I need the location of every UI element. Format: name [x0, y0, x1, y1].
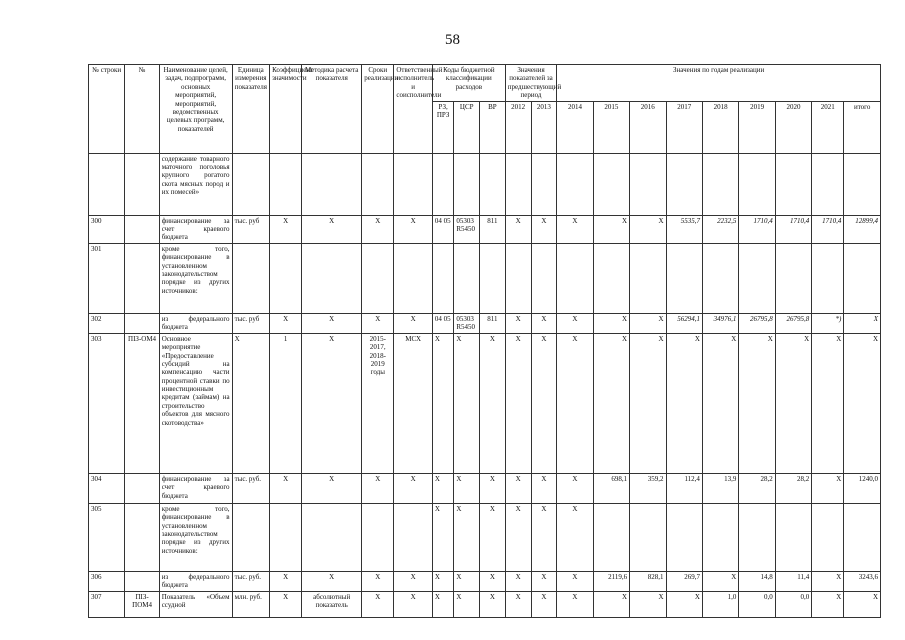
cell-y2019 [739, 243, 775, 313]
cell-y2012: X [505, 215, 531, 243]
cell-resp: X [394, 571, 433, 591]
cell-y2017: X [666, 333, 702, 473]
cell-y2013 [531, 153, 557, 215]
cell-total: X [844, 591, 881, 617]
cell-unit [232, 153, 270, 215]
cell-y2017: 5535,7 [666, 215, 702, 243]
cell-y2017: 112,4 [666, 473, 702, 503]
cell-y2015: 698,1 [593, 473, 629, 503]
cell-code [125, 473, 159, 503]
cell-csr: 05303 R5450 [454, 313, 480, 333]
cell-y2013: X [531, 503, 557, 571]
cell-csr [454, 243, 480, 313]
cell-y2017: 56294,1 [666, 313, 702, 333]
cell-y2019: 28,2 [739, 473, 775, 503]
cell-y2014 [557, 243, 593, 313]
cell-resp: X [394, 473, 433, 503]
header-unit: Единица измерения показателя [232, 65, 270, 154]
cell-csr: X [454, 333, 480, 473]
cell-total [844, 153, 881, 215]
cell-y2020: 28,2 [775, 473, 811, 503]
cell-y2016: 828,1 [630, 571, 666, 591]
cell-name: кроме того, финансирование в установленном законодательством порядке из других источников: [159, 503, 232, 571]
cell-y2016: 359,2 [630, 473, 666, 503]
cell-y2012: X [505, 503, 531, 571]
cell-n: 305 [89, 503, 125, 571]
cell-y2017 [666, 503, 702, 571]
cell-y2012 [505, 153, 531, 215]
cell-method: X [302, 571, 362, 591]
cell-total: 1240,0 [844, 473, 881, 503]
cell-code [125, 571, 159, 591]
header-2017: 2017 [666, 101, 702, 153]
header-year-values: Значения по годам реализации [557, 65, 881, 102]
header-no: № [125, 65, 159, 154]
cell-csr: X [454, 571, 480, 591]
cell-method [302, 243, 362, 313]
cell-y2018 [702, 153, 738, 215]
cell-y2020 [775, 243, 811, 313]
cell-coef: X [270, 313, 302, 333]
cell-terms [362, 243, 394, 313]
cell-method: X [302, 313, 362, 333]
header-2012: 2012 [505, 101, 531, 153]
header-prev-values: Значения показателей за предшествующий период [505, 65, 556, 102]
cell-resp: X [394, 591, 433, 617]
cell-unit: тыс. руб. [232, 571, 270, 591]
cell-y2021 [812, 153, 844, 215]
cell-y2019: X [739, 333, 775, 473]
cell-y2014 [557, 153, 593, 215]
cell-y2019: 14,8 [739, 571, 775, 591]
cell-unit: X [232, 333, 270, 473]
header-2018: 2018 [702, 101, 738, 153]
cell-terms: X [362, 591, 394, 617]
cell-y2017: X [666, 591, 702, 617]
cell-terms: X [362, 571, 394, 591]
cell-y2020: 26795,8 [775, 313, 811, 333]
cell-y2018: 13,9 [702, 473, 738, 503]
cell-csr [454, 153, 480, 215]
cell-vr: 811 [480, 215, 506, 243]
cell-n: 303 [89, 333, 125, 473]
cell-y2020: 1710,4 [775, 215, 811, 243]
cell-unit: тыс. руб. [232, 473, 270, 503]
cell-y2020 [775, 503, 811, 571]
cell-y2016: X [630, 313, 666, 333]
cell-y2017: 269,7 [666, 571, 702, 591]
cell-y2018 [702, 503, 738, 571]
header-terms: Сроки реализации [362, 65, 394, 154]
cell-y2018 [702, 243, 738, 313]
cell-y2014: X [557, 333, 593, 473]
cell-y2016: X [630, 215, 666, 243]
cell-y2013: X [531, 571, 557, 591]
cell-method: X [302, 473, 362, 503]
cell-rz: X [432, 591, 453, 617]
cell-y2015: X [593, 313, 629, 333]
cell-rz: X [432, 473, 453, 503]
cell-code: ПІЗ-ПОМ4 [125, 591, 159, 617]
cell-rz: 04 05 [432, 215, 453, 243]
header-2013: 2013 [531, 101, 557, 153]
cell-n: 301 [89, 243, 125, 313]
cell-y2012: X [505, 571, 531, 591]
table-row [89, 153, 881, 215]
cell-coef: X [270, 473, 302, 503]
cell-y2013: X [531, 215, 557, 243]
cell-y2015 [593, 153, 629, 215]
cell-method: абсолютный показатель [302, 591, 362, 617]
cell-coef [270, 503, 302, 571]
cell-name: кроме того, финансирование в установленном законодательством порядке из других источников: [159, 243, 232, 313]
header-method: Методика расчета показателя [302, 65, 362, 154]
cell-terms [362, 503, 394, 571]
cell-resp [394, 503, 433, 571]
cell-total [844, 243, 881, 313]
cell-method [302, 153, 362, 215]
cell-y2016: X [630, 591, 666, 617]
cell-y2019 [739, 153, 775, 215]
cell-total [844, 503, 881, 571]
header-2020: 2020 [775, 101, 811, 153]
cell-y2015: X [593, 215, 629, 243]
cell-y2020: X [775, 333, 811, 473]
cell-terms: X [362, 313, 394, 333]
cell-y2021: X [812, 333, 844, 473]
cell-rz: X [432, 333, 453, 473]
cell-y2012 [505, 243, 531, 313]
cell-unit: тыс. руб [232, 313, 270, 333]
cell-csr: X [454, 473, 480, 503]
cell-y2021: 1710,4 [812, 215, 844, 243]
table-row [89, 473, 881, 503]
cell-name: финансирование за счет краевого бюджета [159, 473, 232, 503]
cell-code [125, 313, 159, 333]
cell-y2014: X [557, 591, 593, 617]
cell-resp [394, 243, 433, 313]
header-2015: 2015 [593, 101, 629, 153]
header-coef: Коэффициент значимости [270, 65, 302, 154]
cell-y2016 [630, 153, 666, 215]
cell-y2014: X [557, 215, 593, 243]
cell-y2019: 1710,4 [739, 215, 775, 243]
cell-y2018: 34976,1 [702, 313, 738, 333]
table-row [89, 503, 881, 571]
cell-n: 306 [89, 571, 125, 591]
cell-coef: 1 [270, 333, 302, 473]
cell-y2013: X [531, 313, 557, 333]
cell-csr: 05303 R5450 [454, 215, 480, 243]
cell-total: X [844, 313, 881, 333]
cell-y2014: X [557, 473, 593, 503]
cell-y2018: 2232,5 [702, 215, 738, 243]
cell-resp: МСХ [394, 333, 433, 473]
cell-n: 307 [89, 591, 125, 617]
cell-y2019 [739, 503, 775, 571]
cell-n: 302 [89, 313, 125, 333]
cell-y2012: X [505, 473, 531, 503]
cell-name: финансирование за счет краевого бюджета [159, 215, 232, 243]
cell-y2021 [812, 503, 844, 571]
cell-unit [232, 243, 270, 313]
cell-resp: X [394, 215, 433, 243]
cell-terms: X [362, 473, 394, 503]
cell-name: Основное мероприятие «Предоставление субсидий на компенсацию части процентной ставки по инвестиционным кредитам (займам) на строительство объектов для мясного скотоводства» [159, 333, 232, 473]
header-2021: 2021 [812, 101, 844, 153]
cell-rz: 04 05 [432, 313, 453, 333]
cell-coef [270, 243, 302, 313]
header-2014: 2014 [557, 101, 593, 153]
cell-vr: X [480, 591, 506, 617]
cell-resp: X [394, 313, 433, 333]
cell-y2018: X [702, 333, 738, 473]
cell-n [89, 153, 125, 215]
cell-vr: 811 [480, 313, 506, 333]
cell-code [125, 153, 159, 215]
cell-y2019: 26795,8 [739, 313, 775, 333]
cell-y2012: X [505, 313, 531, 333]
cell-csr: X [454, 503, 480, 571]
cell-vr: X [480, 503, 506, 571]
cell-y2015: X [593, 591, 629, 617]
cell-y2017 [666, 153, 702, 215]
cell-y2018: 1,0 [702, 591, 738, 617]
cell-rz [432, 153, 453, 215]
cell-name: содержание товарного маточного поголовья крупного рогатого скота мясных пород и их помесей» [159, 153, 232, 215]
cell-y2015 [593, 503, 629, 571]
cell-y2020: 11,4 [775, 571, 811, 591]
cell-y2015 [593, 243, 629, 313]
cell-y2018: X [702, 571, 738, 591]
cell-y2014: X [557, 503, 593, 571]
table-row [89, 215, 881, 243]
cell-terms [362, 153, 394, 215]
table-body [89, 153, 881, 617]
header-2016: 2016 [630, 101, 666, 153]
cell-vr [480, 243, 506, 313]
cell-n: 300 [89, 215, 125, 243]
table-row [89, 313, 881, 333]
cell-method: X [302, 215, 362, 243]
cell-y2015: 2119,6 [593, 571, 629, 591]
header-name: Наименование целей, задач, подпрограмм, основных мероприятий, мероприятий, ведомственных целевых программ, показателей [159, 65, 232, 154]
cell-y2016: X [630, 333, 666, 473]
indicators-table [88, 64, 881, 618]
cell-y2013 [531, 243, 557, 313]
cell-unit: млн. руб. [232, 591, 270, 617]
cell-method [302, 503, 362, 571]
cell-name: из федерального бюджета [159, 571, 232, 591]
cell-y2020: 0,0 [775, 591, 811, 617]
cell-vr [480, 153, 506, 215]
header-total: итого [844, 101, 881, 153]
cell-code [125, 215, 159, 243]
cell-y2012: X [505, 591, 531, 617]
cell-total: 3243,6 [844, 571, 881, 591]
cell-vr: X [480, 333, 506, 473]
cell-y2021 [812, 243, 844, 313]
cell-y2013: X [531, 333, 557, 473]
header-rz-prz: РЗ, ПРЗ [432, 101, 453, 153]
cell-terms: X [362, 215, 394, 243]
cell-y2013: X [531, 591, 557, 617]
cell-y2021: *) [812, 313, 844, 333]
cell-y2014: X [557, 571, 593, 591]
cell-y2020 [775, 153, 811, 215]
page-number: 58 [445, 32, 460, 48]
cell-vr: X [480, 571, 506, 591]
cell-rz: X [432, 503, 453, 571]
cell-y2016 [630, 503, 666, 571]
table-header [89, 65, 881, 154]
cell-vr: X [480, 473, 506, 503]
cell-code: ПІЗ-ОМ4 [125, 333, 159, 473]
cell-method: X [302, 333, 362, 473]
cell-y2015: X [593, 333, 629, 473]
header-vr: ВР [480, 101, 506, 153]
cell-y2013: X [531, 473, 557, 503]
cell-unit: тыс. руб [232, 215, 270, 243]
cell-name: из федерального бюджета [159, 313, 232, 333]
cell-y2016 [630, 243, 666, 313]
header-responsible: Ответственный исполнитель и соисполнители [394, 65, 433, 154]
cell-unit [232, 503, 270, 571]
cell-y2017 [666, 243, 702, 313]
cell-n: 304 [89, 473, 125, 503]
cell-total: 12899,4 [844, 215, 881, 243]
cell-csr: X [454, 591, 480, 617]
cell-coef [270, 153, 302, 215]
cell-code [125, 243, 159, 313]
cell-coef: X [270, 591, 302, 617]
cell-rz: X [432, 571, 453, 591]
cell-rz [432, 243, 453, 313]
cell-y2021: X [812, 571, 844, 591]
cell-terms: 2015-2017, 2018-2019 годы [362, 333, 394, 473]
cell-y2021: X [812, 591, 844, 617]
cell-name: Показатель «Объем ссудной [159, 591, 232, 617]
table-row [89, 333, 881, 473]
cell-code [125, 503, 159, 571]
cell-y2021: X [812, 473, 844, 503]
cell-resp [394, 153, 433, 215]
table-row [89, 243, 881, 313]
header-row-no: № строки [89, 65, 125, 154]
header-2019: 2019 [739, 101, 775, 153]
cell-coef: X [270, 571, 302, 591]
cell-total: X [844, 333, 881, 473]
cell-coef: X [270, 215, 302, 243]
table-row [89, 571, 881, 591]
table-row [89, 591, 881, 617]
header-csr: ЦСР [454, 101, 480, 153]
cell-y2012: X [505, 333, 531, 473]
cell-y2014: X [557, 313, 593, 333]
header-budget-codes: Коды бюджетной классификации расходов [432, 65, 505, 102]
cell-y2019: 0,0 [739, 591, 775, 617]
